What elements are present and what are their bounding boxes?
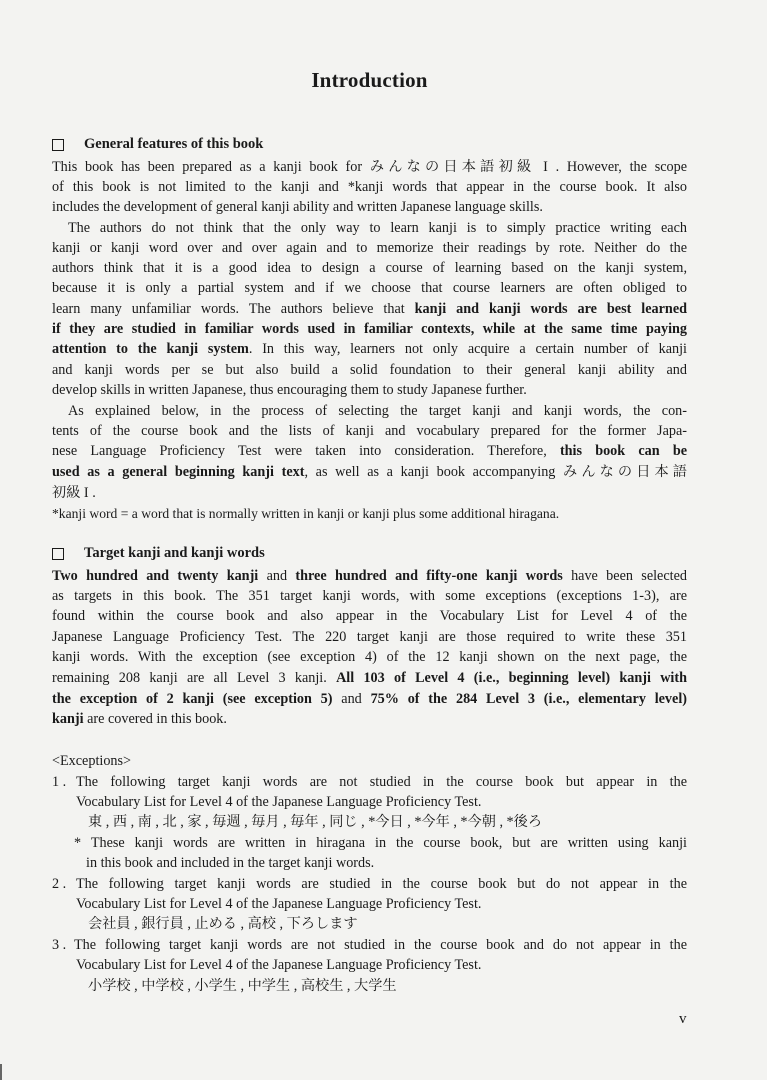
- paragraph-line: The authors do not think that the only way to learn kanji is to simply practice writing each: [68, 220, 687, 236]
- paragraph-line: and kanji words per se but also build a solid foundation to their general kanji ability and: [52, 362, 687, 378]
- exception-kanji-list: 東 , 西 , 南 , 北 , 家 , 毎週 , 毎月 , 毎年 , 同じ , *今日 , *今年 , *今朝 , *後ろ: [88, 814, 543, 830]
- exception-note: * These kanji words are written in hiragana in the course book, but are written using kanji: [74, 835, 687, 851]
- paragraph-line: authors think that it is a good idea to design a course of learning based on the kanji system,: [52, 260, 687, 276]
- paragraph-line: includes the development of general kanji ability and written Japanese language skills.: [52, 199, 543, 215]
- exception-text: The following target kanji words are not studied in the course book and do not appear in the: [74, 937, 687, 953]
- paragraph-line: of this book is not limited to the kanji and *kanji words that appear in the course book. It also: [52, 179, 687, 195]
- exception-text: Vocabulary List for Level 4 of the Japanese Language Proficiency Test.: [76, 794, 482, 810]
- paragraph-line: Two hundred and twenty kanji and three hundred and fifty-one kanji words have been selected: [52, 568, 687, 584]
- paragraph-line: as targets in this book. The 351 target kanji words, with some exceptions (exceptions 1-3), are: [52, 588, 687, 604]
- section-heading-general-features: [52, 136, 263, 153]
- exception-number: 3 .: [52, 937, 67, 953]
- paragraph-line: kanji are covered in this book.: [52, 711, 227, 727]
- section-heading-text: General features of this book: [84, 136, 264, 152]
- paragraph-line: found within the course book and also appear in the Vocabulary List for Level 4 of the: [52, 608, 687, 624]
- paragraph-line: learn many unfamiliar words. The authors believe that kanji and kanji words are best learned: [52, 301, 688, 317]
- paragraph-line: tents of the course book and the lists of kanji and vocabulary prepared for the former Japa-: [52, 423, 687, 439]
- paragraph-line: kanji or kanji word over and over again and to memorize their readings by rote. Neither do the: [52, 240, 687, 256]
- exception-kanji-list: 会社員 , 銀行員 , 止める , 高校 , 下ろします: [88, 916, 358, 932]
- paragraph-line: As explained below, in the process of selecting the target kanji and kanji words, the con-: [68, 403, 687, 419]
- section-heading-text: Target kanji and kanji words: [84, 545, 265, 561]
- paragraph-line: because it is only a partial system and if we choose that course learners are often obliged to: [52, 280, 687, 296]
- exception-text: Vocabulary List for Level 4 of the Japanese Language Proficiency Test.: [76, 957, 482, 973]
- paragraph-line: kanji words. With the exception (see exception 4) of the 12 kanji shown on the next page, the: [52, 649, 687, 665]
- paragraph-line: Japanese Language Proficiency Test. The 220 target kanji are those required to write these 351: [52, 629, 687, 645]
- paragraph-line: nese Language Proficiency Test were taken into consideration. Therefore, this book can be: [52, 443, 688, 459]
- paragraph-line: This book has been prepared as a kanji book for みんなの日本語初級 I . However, the scope: [52, 159, 687, 175]
- page-edge-mark: [0, 1064, 2, 1080]
- exception-text: The following target kanji words are not studied in the course book but appear in the: [76, 774, 687, 790]
- page-number: v: [679, 1011, 687, 1027]
- checkbox-icon: [52, 548, 64, 560]
- paragraph-line: the exception of 2 kanji (see exception 5) and 75% of the 284 Level 3 (i.e., elementary level): [52, 691, 687, 707]
- exception-number: 2 .: [52, 876, 67, 892]
- paragraph-line: develop skills in written Japanese, thus encouraging them to study Japanese further.: [52, 382, 527, 398]
- paragraph-line: if they are studied in familiar words used in familiar contexts, while at the same time paying: [52, 321, 687, 337]
- exception-number: 1 .: [52, 774, 67, 790]
- exception-text: The following target kanji words are studied in the course book but do not appear in the: [76, 876, 687, 892]
- exception-text: Vocabulary List for Level 4 of the Japanese Language Proficiency Test.: [76, 896, 482, 912]
- checkbox-icon: [52, 139, 64, 151]
- section-heading-target-kanji: [52, 545, 265, 562]
- exception-kanji-list: 小学校 , 中学校 , 小学生 , 中学生 , 高校生 , 大学生: [88, 978, 397, 994]
- page-title: Introduction: [311, 68, 428, 92]
- exception-note: in this book and included in the target kanji words.: [86, 855, 375, 871]
- paragraph-line: remaining 208 kanji are all Level 3 kanji. All 103 of Level 4 (i.e., beginning level) kanji with: [52, 670, 687, 686]
- paragraph-line: attention to the kanji system. In this way, learners not only acquire a certain number of kanji: [52, 341, 687, 357]
- paragraph-line: used as a general beginning kanji text, as well as a kanji book accompanying みんなの日本語: [52, 464, 687, 480]
- paragraph-line: 初級 I .: [52, 485, 96, 501]
- footnote-kanji-word: *kanji word = a word that is normally written in kanji or kanji plus some additional hiragana.: [52, 506, 560, 521]
- exceptions-header: <Exceptions>: [52, 753, 132, 769]
